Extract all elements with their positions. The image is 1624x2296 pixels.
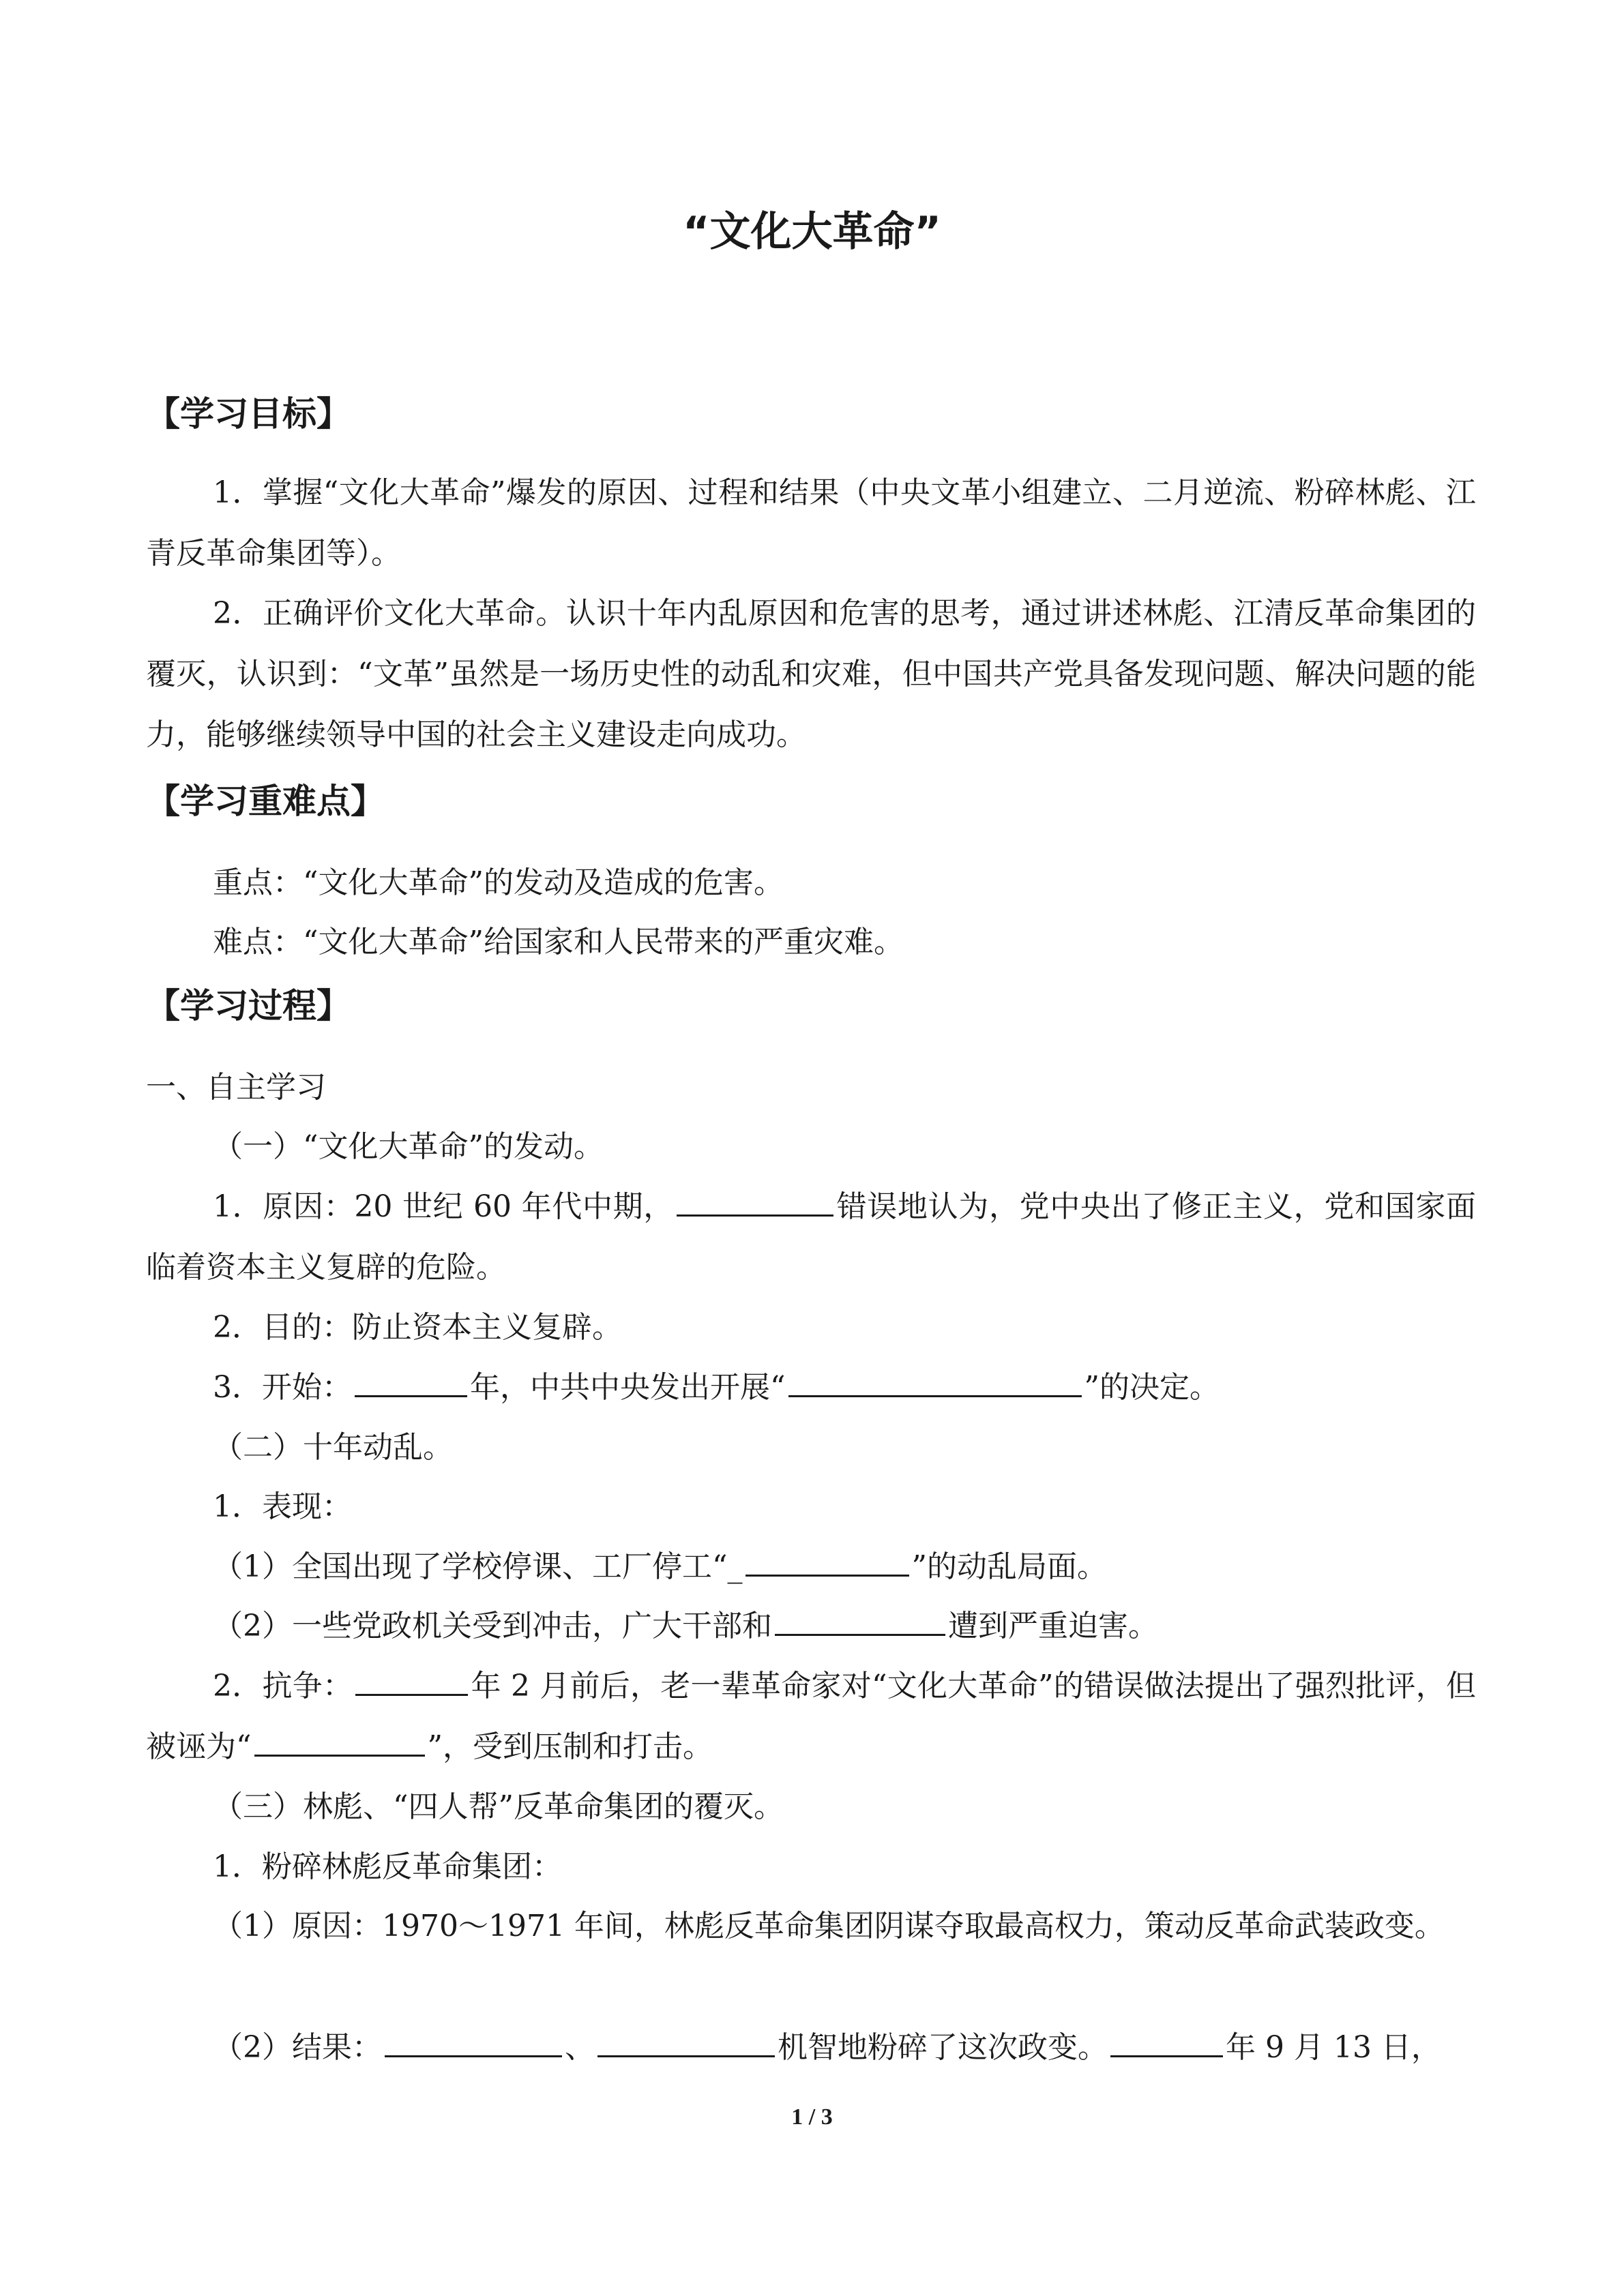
purpose-line: 2．目的：防止资本主义复辟。: [213, 1310, 622, 1345]
blank-leader-2[interactable]: [597, 2025, 775, 2057]
start-line: [146, 1357, 1220, 1418]
result-text-c: 机智地粉碎了这次政变。: [778, 2030, 1108, 2065]
subsection-downfall: （三）林彪、“四人帮”反革命集团的覆灭。: [213, 1789, 784, 1824]
resist-text-c: ”，受到压制和打击。: [427, 1729, 713, 1764]
manifest-2-text-a: （2）一些党政机关受到冲击，广大干部和: [213, 1609, 772, 1643]
start-text-b: 年，中共中央发出开展“: [470, 1370, 786, 1405]
objective-item-1: 1．掌握“文化大革命”爆发的原因、过程和结果（中央文革小组建立、二月逆流、粉碎林彪、江青反革命集团等）。: [146, 475, 1476, 571]
result-text-d: 年 9 月 13 日，: [1226, 2030, 1441, 2065]
blank-slogan[interactable]: [745, 1545, 909, 1577]
blank-labeled-as[interactable]: [254, 1725, 425, 1757]
cause-text-a: 1．原因：20 世纪 60 年代中期，: [213, 1189, 674, 1224]
resist-text-a: 2．抗争：: [213, 1669, 353, 1703]
smash-result: [146, 2017, 1441, 2078]
manifest-label: 1．表现：: [213, 1489, 352, 1524]
manifest-1: [213, 1536, 1107, 1597]
result-text-b: 、: [565, 2030, 595, 2065]
start-text-c: ”的决定。: [1084, 1370, 1220, 1405]
blank-start-year[interactable]: [355, 1365, 467, 1397]
manifest-2-text-b: 遭到严重迫害。: [948, 1609, 1158, 1643]
objectives-heading: 【学习目标】: [146, 394, 351, 434]
blank-who[interactable]: [677, 1184, 833, 1217]
cause-paragraph: [146, 1176, 1476, 1298]
blank-leader-1[interactable]: [385, 2025, 562, 2057]
objective-item-2: 2．正确评价文化大革命。认识十年内乱原因和危害的思考，通过讲述林彪、江清反革命集团的覆灭，认识到：“文革”虽然是一场历史性的动乱和灾难，但中国共产党具备发现问题、解决问题的能力，能够继续领导中国的社会主义建设走向成功。: [146, 596, 1476, 752]
blank-victims[interactable]: [775, 1604, 945, 1636]
difficult-point: 难点：“文化大革命”给国家和人民带来的严重灾难。: [213, 925, 904, 959]
key-point: 重点：“文化大革命”的发动及造成的危害。: [213, 865, 784, 900]
start-text-a: 3．开始：: [213, 1370, 352, 1405]
smash-cause: （1）原因：1970～1971 年间，林彪反革命集团阴谋夺取最高权力，策动反革命武装政变。: [213, 1909, 1445, 1943]
manifest-2: [213, 1596, 1158, 1656]
blank-movement-name[interactable]: [788, 1365, 1082, 1397]
result-text-a: （2）结果：: [213, 2030, 382, 2065]
process-heading: 【学习过程】: [146, 986, 351, 1026]
resist-text-b: 年 2 月前后，老一辈革命家对“文化大革命”的错误做法提出了强烈批评，但被诬为“: [146, 1669, 1476, 1764]
part-self-study: 一、自主学习: [146, 1070, 326, 1105]
manifest-1-text-a: （1）全国出现了学校停课、工厂停工“_: [213, 1549, 743, 1584]
resistance-paragraph: [146, 1656, 1476, 1777]
page-number: 1 / 3: [791, 2104, 833, 2130]
subsection-turmoil: （二）十年动乱。: [213, 1430, 453, 1465]
blank-coup-year[interactable]: [1110, 2025, 1223, 2057]
subsection-launch: （一）“文化大革命”的发动。: [213, 1129, 604, 1164]
cause-text-b: 错误地认为，党中央出了修正主义，党和国家面临着资本主义复辟的危险。: [146, 1189, 1477, 1285]
key-points-heading: 【学习重难点】: [146, 781, 385, 821]
smash-label: 1．粉碎林彪反革命集团：: [213, 1849, 562, 1884]
blank-resist-year[interactable]: [355, 1664, 468, 1696]
page-title: “文化大革命”: [683, 208, 941, 256]
manifest-1-text-b: ”的动乱局面。: [911, 1549, 1107, 1584]
